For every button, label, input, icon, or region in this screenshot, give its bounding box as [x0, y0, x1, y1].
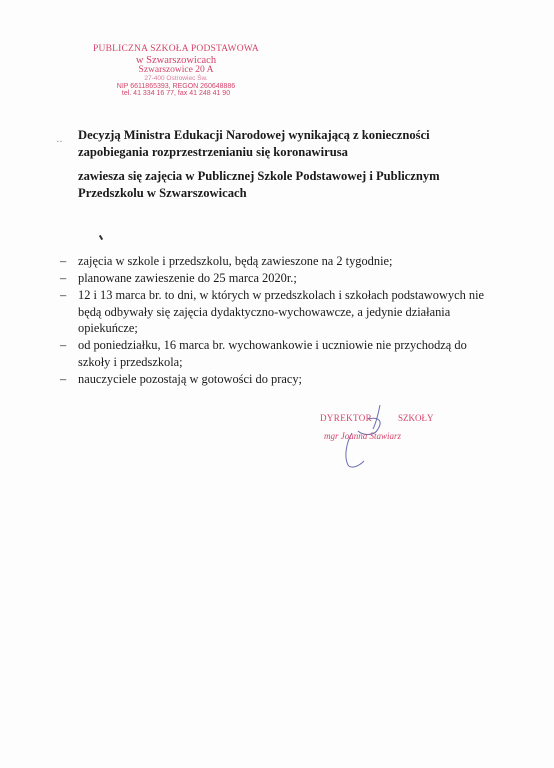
list-item: – zajęcia w szkole i przedszkolu, będą zawieszone na 2 tygodnie;	[60, 254, 393, 268]
heading-line-4: Przedszkolu w Szwarszowicach	[78, 186, 247, 200]
measures-list	[60, 253, 500, 388]
signature-name: mgr Joanna Stawiarz	[324, 431, 402, 441]
decision-heading	[78, 127, 458, 161]
list-item: – planowane zawieszenie do 25 marca 2020r.;	[60, 271, 297, 285]
list-item-text: 12 i 13 marca br. to dni, w których w przedszkolach i szkołach podstawowych nie będą odbywały się zajęcia dydaktyczno-wychowawcze, a jedynie działania opiekuńcze;	[78, 288, 485, 335]
school-stamp	[86, 45, 266, 97]
signature-role-2: SZKOŁY	[398, 413, 434, 423]
heading-line-1: Decyzją Ministra Edukacji Narodowej wynikającą z konieczności	[78, 128, 430, 142]
heading-line-3: zawiesza się zajęcia w Publicznej Szkole Podstawowej i Publicznym	[78, 169, 440, 183]
list-item-text: planowane zawieszenie do 25 marca 2020r.;	[78, 271, 297, 285]
stamp-line-6: tel. 41 334 16 77, fax 41 248 41 90	[121, 90, 231, 98]
stamp-line-2: w Szwarszowicach	[135, 54, 217, 66]
suspension-heading	[78, 168, 478, 202]
signature-role: DYREKTOR	[320, 413, 373, 423]
list-item: – od poniedziałku, 16 marca br. wychowankowie i uczniowie nie przychodzą do szkoły i przedszkola;	[60, 338, 467, 369]
stamp-line-1: PUBLICZNA SZKOŁA PODSTAWOWA	[93, 44, 259, 54]
list-item-text: od poniedziałku, 16 marca br. wychowankowie i uczniowie nie przychodzą do szkoły i przedszkola;	[78, 338, 467, 369]
stamp-line-4: 27-400 Ostrowiec Św.	[144, 74, 208, 82]
heading-line-2: zapobiegania rozprzestrzenianiu się koronawirusa	[78, 145, 348, 159]
list-item: – nauczyciele pozostają w gotowości do pracy;	[60, 371, 302, 386]
list-item-text: zajęcia w szkole i przedszkolu, będą zawieszone na 2 tygodnie;	[78, 254, 393, 268]
list-item: – 12 i 13 marca br. to dni, w których w przedszkolach i szkołach podstawowych nie będą odbywały się zajęcia dydaktyczno-wychowawcze, a jedynie działania opiekuńcze;	[60, 288, 485, 335]
director-signature-stamp	[318, 405, 478, 475]
stamp-line-3: Szwarszowice 20 A	[138, 64, 214, 75]
stamp-line-5: NIP 6611865393, REGON 260648886	[116, 82, 236, 90]
margin-mark: ‥	[56, 134, 63, 145]
list-item-text: nauczyciele pozostają w gotowości do pracy;	[78, 371, 302, 386]
pen-mark	[99, 235, 103, 240]
